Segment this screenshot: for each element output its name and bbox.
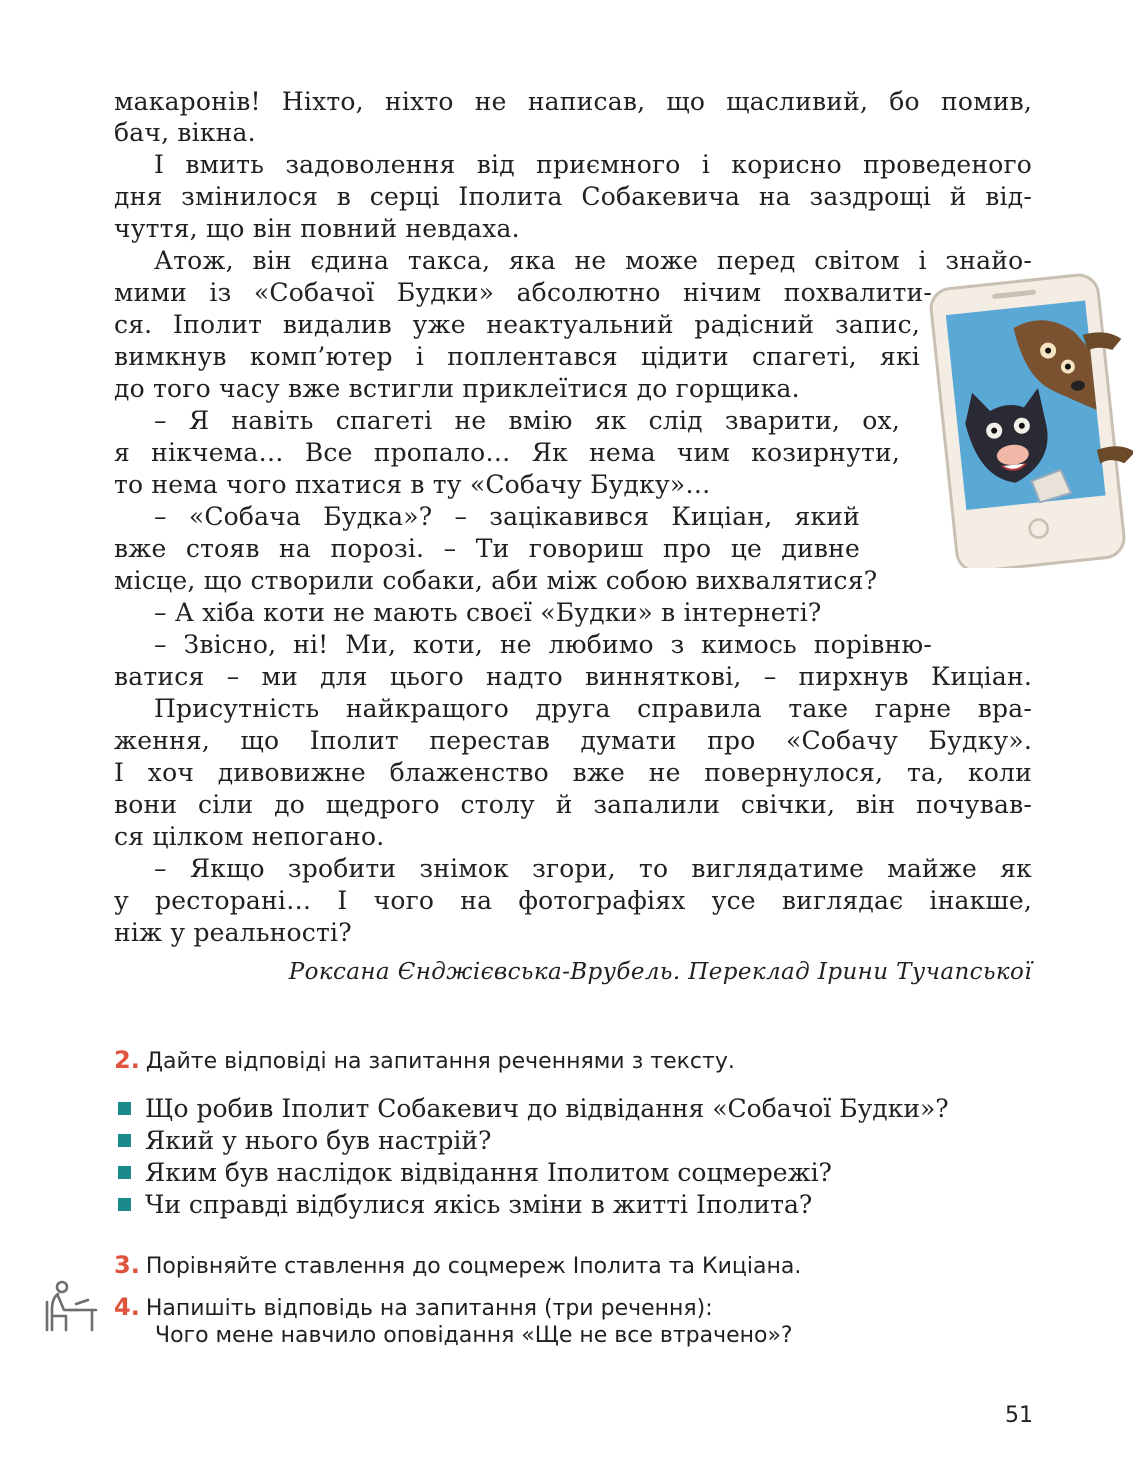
- task-3: [114, 1251, 801, 1281]
- square-bullet-icon: [118, 1166, 131, 1179]
- story-line: місце, що створили собаки, аби між собою вихвалятися?: [114, 566, 878, 595]
- square-bullet-icon: [118, 1102, 131, 1115]
- story-line: я нікчема… Все пропало… Як нема чим козирнути,: [114, 438, 900, 467]
- question-text: Яким був наслідок відвідання Іполитом соцмережі?: [145, 1158, 832, 1187]
- task-2: [114, 1046, 735, 1076]
- task-4: [114, 1293, 713, 1323]
- story-line: І вмить задоволення від приємного і корисно проведеного: [154, 150, 1032, 179]
- story-line: ватися – ми для цього надто винняткові, – пирхнув Киціан.: [114, 662, 1032, 691]
- story-line: – Я навіть спагеті не вмію як слід зварити, ох,: [154, 406, 900, 435]
- question-item: [118, 1157, 832, 1189]
- question-text: Чи справді відбулися якісь зміни в житті Іполита?: [145, 1190, 813, 1219]
- story-line: вимкнув комп’ютер і поплентався цідити спагеті, які: [114, 342, 920, 371]
- square-bullet-icon: [118, 1198, 131, 1211]
- story-line: ніж у реальності?: [114, 918, 352, 947]
- story-line: – Якщо зробити знімок згори, то виглядатиме майже як: [154, 854, 1032, 883]
- story-line: до того часу вже встигли приклеїтися до горщика.: [114, 374, 800, 403]
- square-bullet-icon: [118, 1134, 131, 1147]
- story-line: ся. Іполит видалив уже неактуальний радісний запис,: [114, 310, 920, 339]
- story-line: чуття, що він повний невдаха.: [114, 214, 520, 243]
- story-line: у ресторані… І чого на фотографіях усе виглядає інакше,: [114, 886, 1032, 915]
- author-credit: Роксана Єнджієвська-Врубель. Переклад Ірини Тучапської: [288, 959, 1032, 985]
- task-4-line-2: Чого мене навчило оповідання «Ще не все втрачено»?: [155, 1323, 793, 1348]
- page-number: 51: [1005, 1403, 1033, 1428]
- story-line: вже стояв на порозі. – Ти говориш про це дивне: [114, 534, 860, 563]
- task-text: Порівняйте ставлення до соцмереж Іполита та Киціана.: [145, 1254, 802, 1279]
- story-line: – «Собача Будка»? – зацікавився Киціан, який: [154, 502, 860, 531]
- question-text: Що робив Іполит Собакевич до відвідання «Собачої Будки»?: [145, 1094, 949, 1123]
- story-line: ся цілком непогано.: [114, 822, 385, 851]
- phone-illustration: [905, 268, 1133, 568]
- story-line: ження, що Іполит перестав думати про «Собачу Будку».: [114, 726, 1032, 755]
- story-line: мими із «Собачої Будки» абсолютно нічим похвалити-: [114, 278, 932, 307]
- story-line: бач, вікна.: [114, 118, 256, 147]
- task-text: Напишіть відповідь на запитання (три речення):: [145, 1296, 713, 1321]
- question-item: [118, 1093, 949, 1125]
- question-item: [118, 1189, 812, 1221]
- story-line: макаронів! Ніхто, ніхто не написав, що щасливий, бо помив,: [114, 87, 1032, 116]
- question-item: [118, 1125, 491, 1157]
- task-number: 2.: [114, 1046, 140, 1074]
- story-line: Присутність найкращого друга справила таке гарне вра-: [154, 694, 1032, 723]
- task-number: 4.: [114, 1293, 140, 1321]
- story-line: – А хіба коти не мають своєї «Будки» в інтернеті?: [154, 598, 822, 627]
- story-line: дня змінилося в серці Іполита Собакевича на заздрощі й від-: [114, 182, 1032, 211]
- story-line: І хоч дивовижне блаженство вже не повернулося, та, коли: [114, 758, 1032, 787]
- task-text: Дайте відповіді на запитання реченнями з тексту.: [145, 1049, 735, 1074]
- story-line: Атож, він єдина такса, яка не може перед світом і знайо-: [154, 246, 1032, 275]
- story-line: вони сіли до щедрого столу й запалили свічки, він почував-: [114, 790, 1032, 819]
- story-line: то нема чого пхатися в ту «Собачу Будку»…: [114, 470, 711, 499]
- task-number: 3.: [114, 1251, 140, 1279]
- story-line: – Звісно, ні! Ми, коти, не любимо з кимось порівню-: [154, 630, 932, 659]
- writing-at-desk-icon: [44, 1280, 98, 1334]
- question-text: Який у нього був настрій?: [145, 1126, 492, 1155]
